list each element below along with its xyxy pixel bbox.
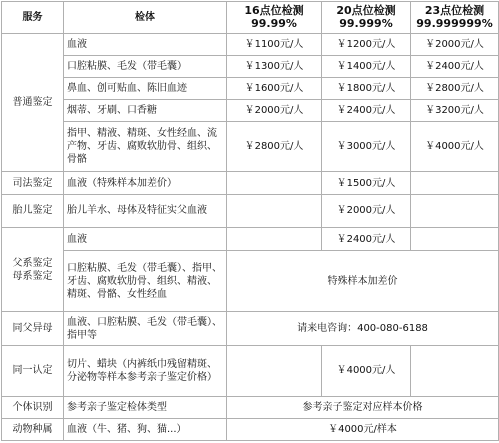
sample-cell: 鼻血、创可贴血、陈旧血迹 — [64, 77, 227, 99]
price-20: ￥1500元/人 — [322, 172, 411, 194]
table-row — [2, 33, 499, 55]
price-20: ￥1800元/人 — [322, 77, 411, 99]
price-23: ￥4000元/人 — [411, 121, 499, 172]
sample-cell: 烟蒂、牙刷、口香糖 — [64, 99, 227, 121]
sample-cell: 血液 — [64, 228, 227, 251]
price-23: ￥2400元/人 — [411, 55, 499, 77]
table-row — [2, 194, 499, 228]
service-identity: 同一认定 — [2, 346, 64, 397]
service-paternal: 父系鉴定 — [12, 257, 53, 269]
table-row — [2, 228, 499, 251]
empty-cell — [411, 194, 499, 228]
table-row — [2, 172, 499, 194]
price-16: ￥1100元/人 — [227, 33, 322, 55]
empty-cell — [227, 172, 322, 194]
empty-cell — [227, 346, 322, 397]
service-fetal: 胎儿鉴定 — [2, 194, 64, 228]
service-individual: 个体识别 — [2, 396, 64, 418]
header-23-title: 23点位检测 — [424, 4, 485, 18]
price-20: ￥1400元/人 — [322, 55, 411, 77]
service-half-sibling: 同父异母 — [2, 312, 64, 346]
sample-cell: 胎儿羊水、母体及特征实父血液 — [64, 194, 227, 228]
header-23-points — [411, 2, 499, 34]
price-23: ￥2800元/人 — [411, 77, 499, 99]
sample-cell: 指甲、精液、精斑、女性经血、流产物、牙齿、腐败软肋骨、组织、骨骼 — [64, 121, 227, 172]
price-16: ￥1600元/人 — [227, 77, 322, 99]
table-row — [2, 77, 499, 99]
table-row — [2, 418, 499, 440]
header-16-points — [227, 2, 322, 34]
price-23: ￥2000元/人 — [411, 33, 499, 55]
price-16: ￥2800元/人 — [227, 121, 322, 172]
price-20: ￥1200元/人 — [322, 33, 411, 55]
reference-price-note: 参考亲子鉴定对应样本价格 — [227, 396, 499, 418]
sample-cell: 参考亲子鉴定检体类型 — [64, 396, 227, 418]
header-20-title: 20点位检测 — [336, 4, 396, 18]
price-20: ￥2400元/人 — [322, 99, 411, 121]
consult-phone-note: 请来电咨询：400-080-6188 — [227, 312, 499, 346]
table-row — [2, 346, 499, 397]
sample-cell: 切片、蜡块（内裤纸巾残留精斑、分泌物等样本参考亲子鉴定价格） — [64, 346, 227, 397]
table-row — [2, 251, 499, 312]
service-judicial: 司法鉴定 — [2, 172, 64, 194]
sample-cell: 血液 — [64, 33, 227, 55]
price-16: ￥2000元/人 — [227, 99, 322, 121]
header-sample: 检体 — [64, 2, 227, 34]
header-16-accuracy: 99.99% — [251, 17, 297, 31]
table-row — [2, 396, 499, 418]
service-animal: 动物种属 — [2, 418, 64, 440]
price-table — [1, 1, 499, 441]
price-20: ￥3000元/人 — [322, 121, 411, 172]
sample-cell: 血液（特殊样本加差价） — [64, 172, 227, 194]
header-20-points — [322, 2, 411, 34]
special-sample-note: 特殊样本加差价 — [227, 251, 499, 312]
price-16: ￥1300元/人 — [227, 55, 322, 77]
empty-cell — [227, 228, 322, 251]
empty-cell — [411, 228, 499, 251]
price-23: ￥3200元/人 — [411, 99, 499, 121]
header-row — [2, 2, 499, 34]
empty-cell — [411, 346, 499, 397]
empty-cell — [411, 172, 499, 194]
service-maternal: 母系鉴定 — [12, 270, 53, 282]
sample-cell: 血液、口腔粘膜、毛发（带毛囊）、指甲等 — [64, 312, 227, 346]
header-20-accuracy: 99.999% — [339, 17, 393, 31]
header-23-accuracy: 99.999999% — [416, 17, 493, 31]
header-16-title: 16点位检测 — [244, 4, 304, 18]
table-row — [2, 121, 499, 172]
price-20: ￥2000元/人 — [322, 194, 411, 228]
table-row — [2, 55, 499, 77]
table-row — [2, 99, 499, 121]
price-20: ￥2400元/人 — [322, 228, 411, 251]
sample-cell: 血液（牛、猪、狗、猫...） — [64, 418, 227, 440]
table-row — [2, 312, 499, 346]
header-service: 服务 — [2, 2, 64, 34]
empty-cell — [227, 194, 322, 228]
service-normal: 普通鉴定 — [2, 33, 64, 172]
sample-cell: 口腔粘膜、毛发（带毛囊）、指甲、牙齿、腐败软肋骨、组织、精液、精斑、骨骼、女性经血 — [64, 251, 227, 312]
service-paternal-maternal — [2, 228, 64, 312]
animal-price: ￥4000元/样本 — [227, 418, 499, 440]
sample-cell: 口腔粘膜、毛发（带毛囊） — [64, 55, 227, 77]
price-20: ￥4000元/人 — [322, 346, 411, 397]
